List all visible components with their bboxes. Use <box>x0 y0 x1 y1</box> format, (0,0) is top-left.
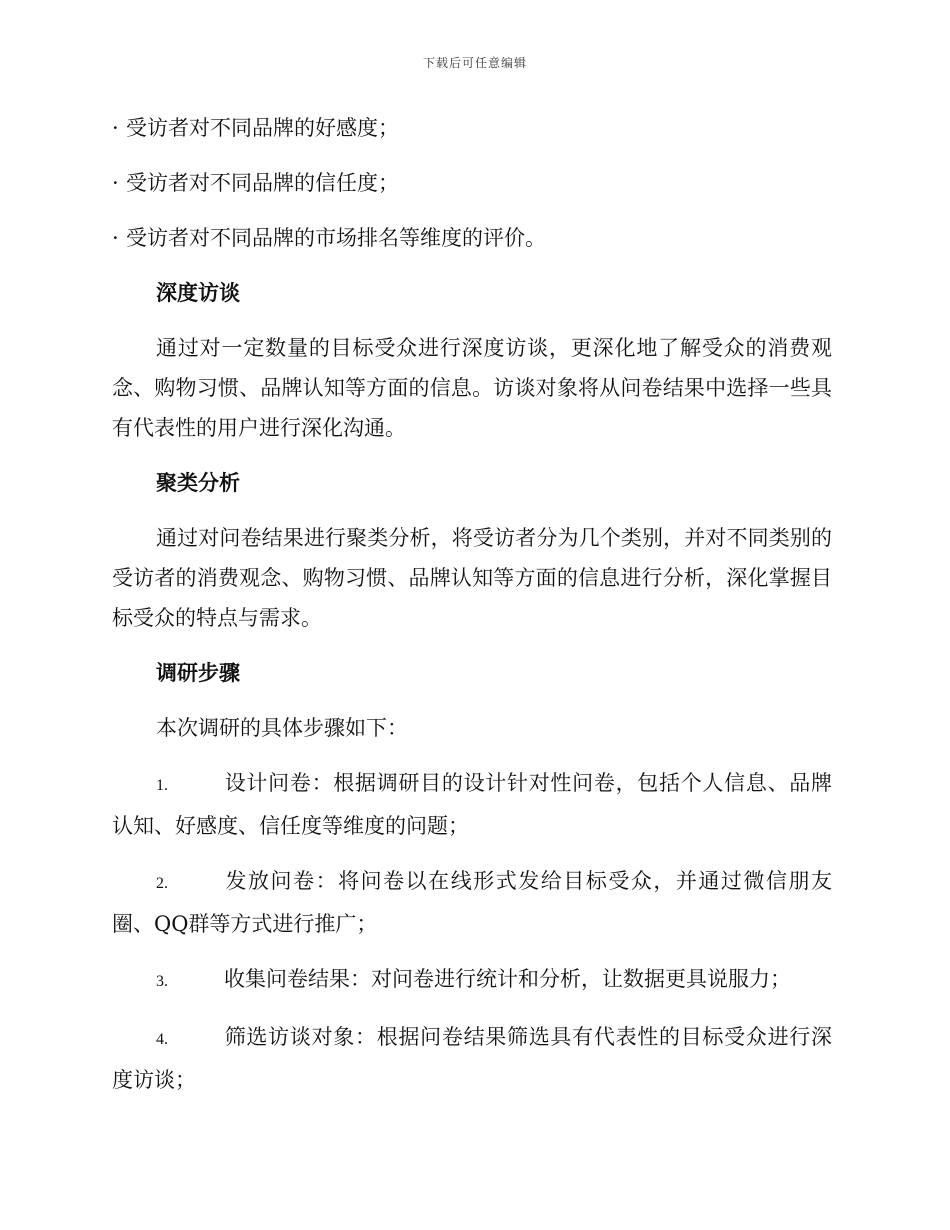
section-heading-research-steps: 调研步骤 <box>156 660 240 685</box>
bullet-item <box>112 108 832 148</box>
step-number: 4. <box>156 1031 168 1048</box>
bullet-text: 受访者对不同品牌的市场排名等维度的评价。 <box>126 226 546 250</box>
step-item <box>112 959 832 1002</box>
step-item <box>112 763 832 846</box>
page-header-note: 下载后可任意编辑 <box>422 56 527 70</box>
document-body <box>112 108 832 1115</box>
bullet-symbol: · <box>112 171 119 195</box>
step-text: 设计问卷：根据调研目的设计针对性问卷，包括个人信息、品牌认知、好感度、信任度等维度的问题； <box>112 771 832 838</box>
step-text: 收集问卷结果：对问卷进行统计和分析，让数据更具说服力； <box>224 967 791 991</box>
bullet-symbol: · <box>112 116 119 140</box>
step-text: 发放问卷：将问卷以在线形式发给目标受众，并通过微信朋友圈、QQ群等方式进行推广； <box>112 869 832 936</box>
step-text: 筛选访谈对象：根据问卷结果筛选具有代表性的目标受众进行深度访谈； <box>112 1025 832 1092</box>
step-number: 1. <box>156 777 168 794</box>
paragraph-research-steps-intro: 本次调研的具体步骤如下： <box>156 716 408 740</box>
bullet-text: 受访者对不同品牌的好感度； <box>126 116 399 140</box>
bullet-text: 受访者对不同品牌的信任度； <box>126 171 399 195</box>
section-heading-depth-interview: 深度访谈 <box>156 280 240 305</box>
step-number: 3. <box>156 973 168 990</box>
bullet-item <box>112 218 832 258</box>
paragraph-cluster-analysis: 通过对问卷结果进行聚类分析，将受访者分为几个类别，并对不同类别的受访者的消费观念、购物习惯、品牌认知等方面的信息进行分析，深化掌握目标受众的特点与需求。 <box>112 526 832 630</box>
step-item <box>112 1017 832 1100</box>
step-number: 2. <box>156 875 168 892</box>
paragraph-depth-interview: 通过对一定数量的目标受众进行深度访谈，更深化地了解受众的消费观念、购物习惯、品牌认知等方面的信息。访谈对象将从问卷结果中选择一些具有代表性的用户进行深化沟通。 <box>112 336 832 440</box>
bullet-item <box>112 163 832 203</box>
step-item <box>112 861 832 944</box>
bullet-symbol: · <box>112 226 119 250</box>
section-heading-cluster-analysis: 聚类分析 <box>156 470 240 495</box>
